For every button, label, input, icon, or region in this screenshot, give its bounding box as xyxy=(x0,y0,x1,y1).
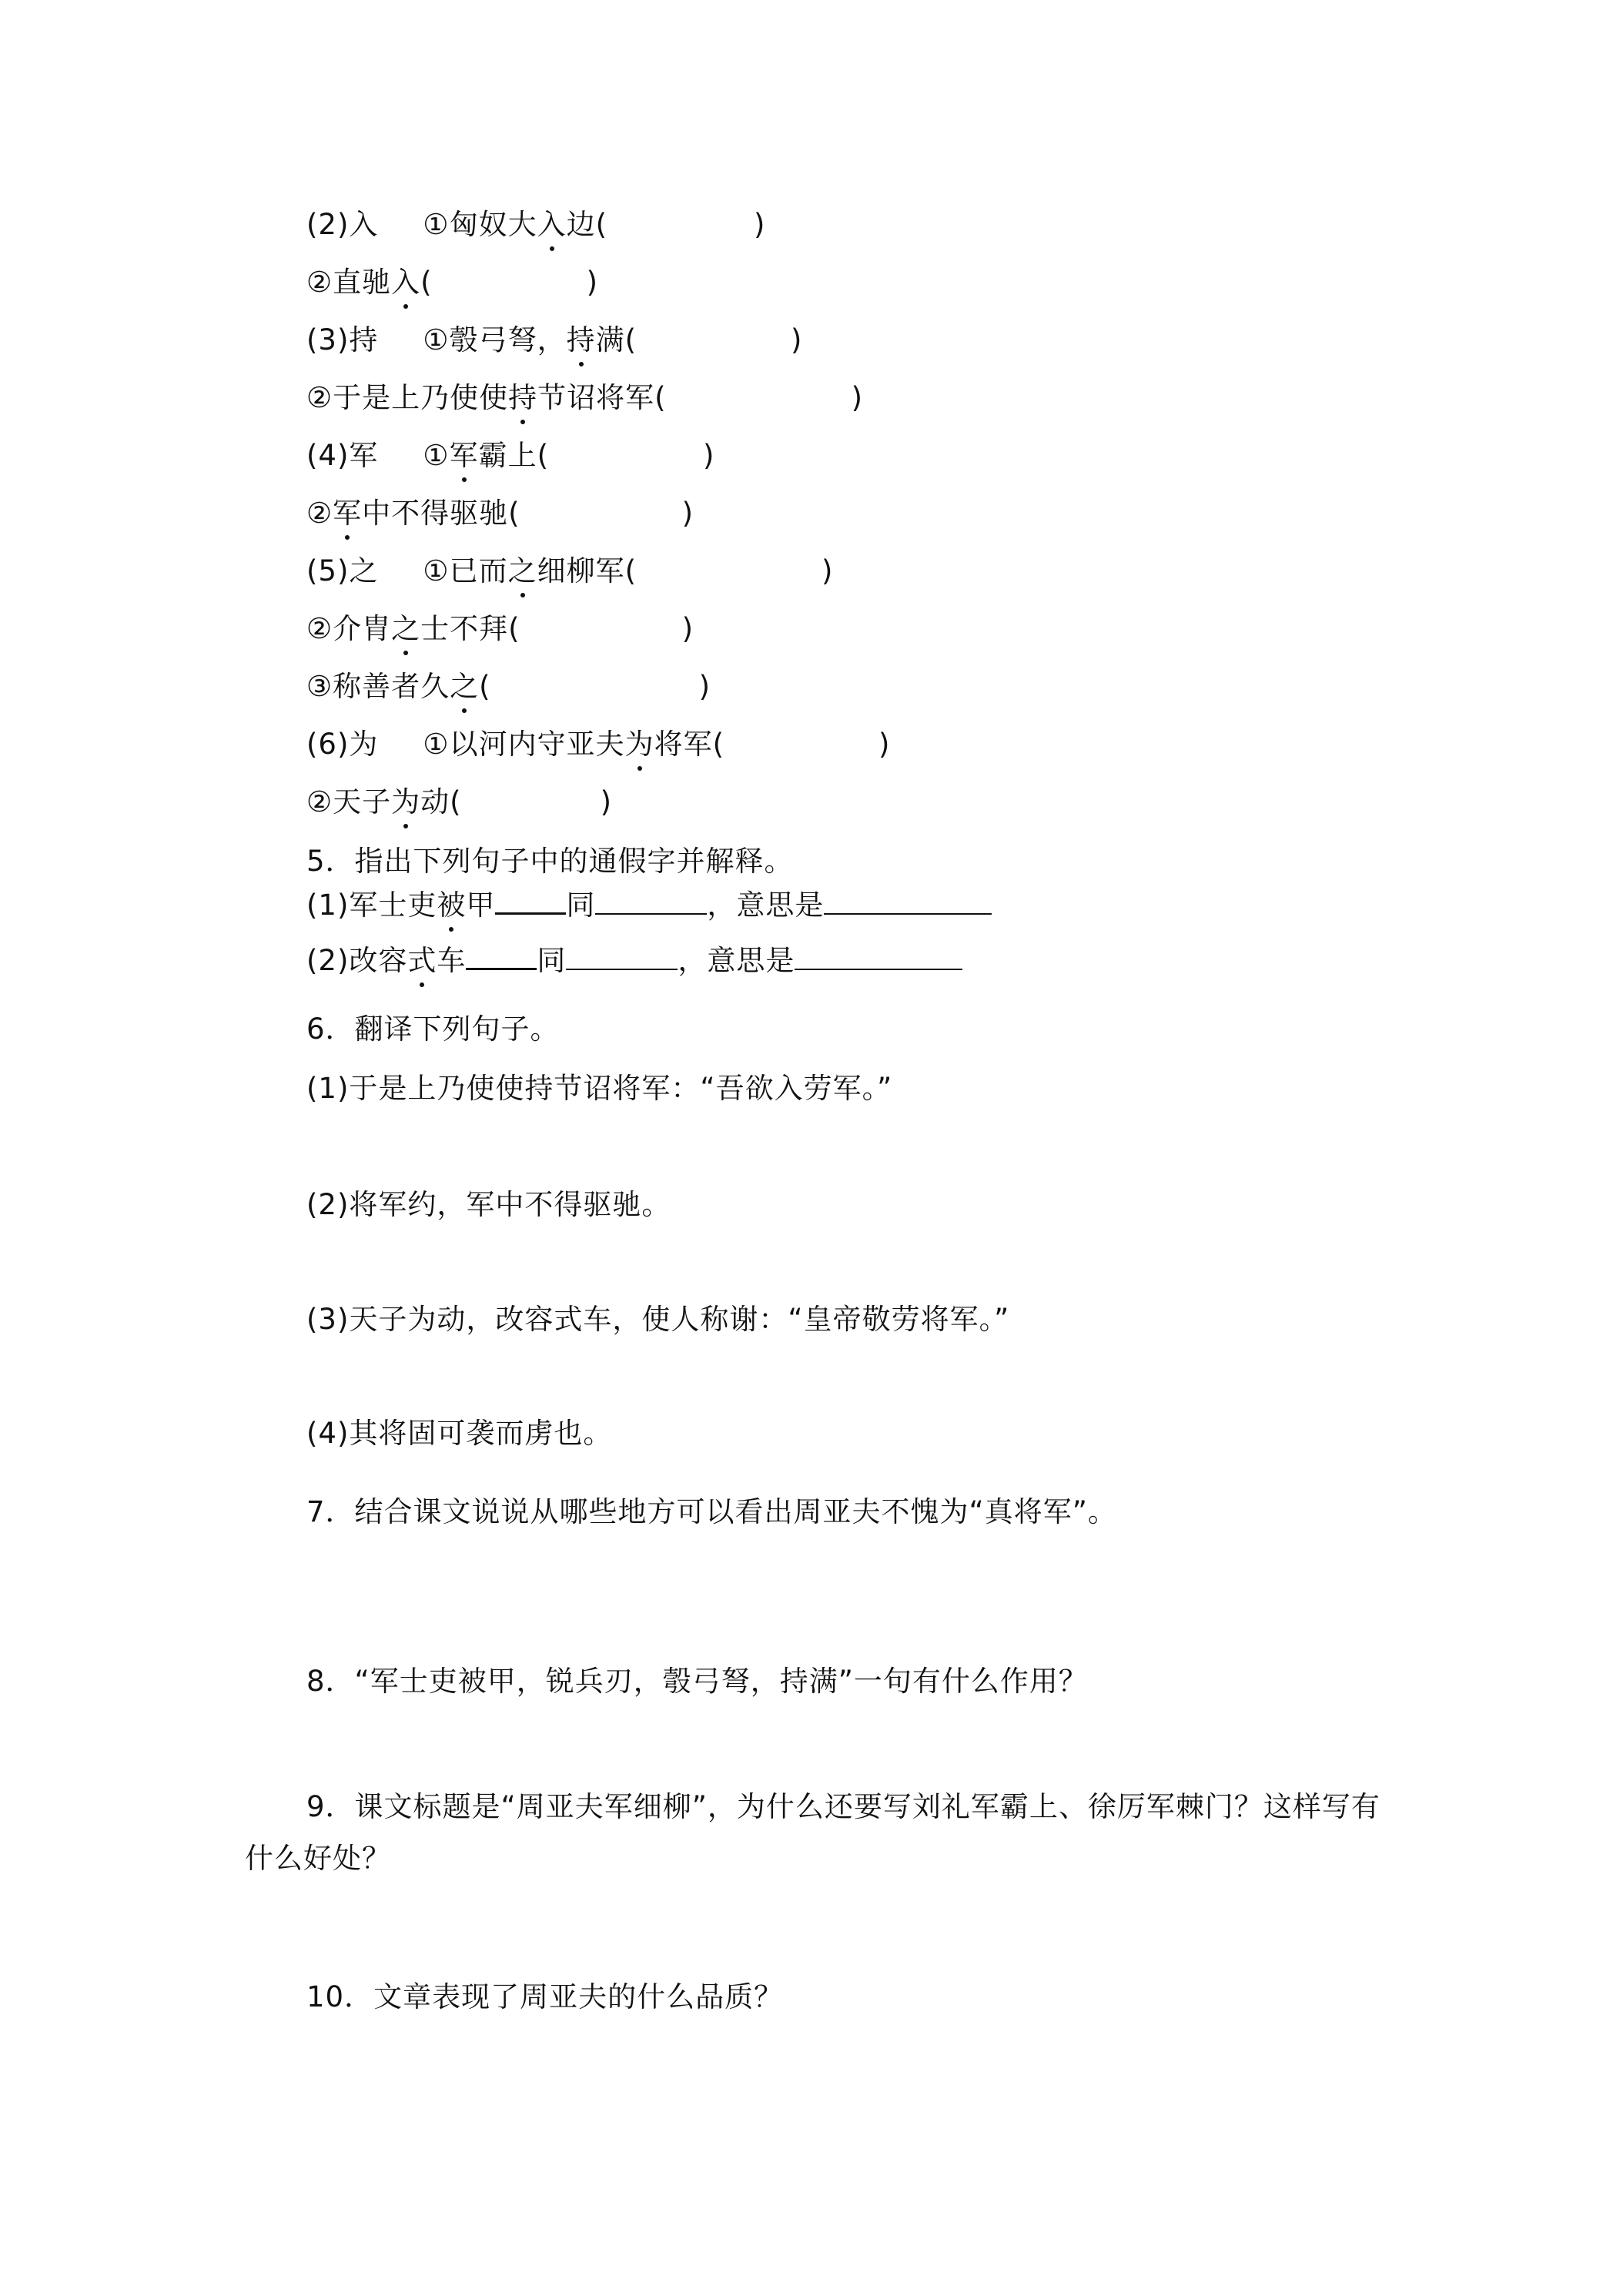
item-text: 霸上( xyxy=(478,439,550,472)
q10-question: 10．文章表现了周亚夫的什么品质？ xyxy=(306,1980,784,2013)
item-text: 天子 xyxy=(333,785,392,818)
paren-close: ) xyxy=(878,728,891,761)
item-sub: ② xyxy=(306,612,333,645)
item-sub: ② xyxy=(306,497,333,530)
emphasized-char: 入 xyxy=(537,206,567,243)
item-number: (6)为 xyxy=(306,728,379,761)
emphasized-char: 持 xyxy=(567,322,596,359)
item-text: 节诏将军( xyxy=(537,381,667,414)
item-sub: ① xyxy=(423,554,450,587)
emphasized-char: 入 xyxy=(391,264,420,301)
item-text: 匈奴大 xyxy=(449,208,537,241)
item-number: (2)入 xyxy=(306,208,379,241)
paren-close: ) xyxy=(600,785,613,818)
emphasized-char: 之 xyxy=(391,611,420,648)
q6-item-1: (1)于是上乃使使持节诏将军：“吾欲入劳军。” xyxy=(306,1072,893,1105)
q6-item-2: (2)将军约，军中不得驱驰。 xyxy=(306,1188,671,1221)
emphasized-char: 军 xyxy=(450,437,479,474)
paren-close: ) xyxy=(586,266,599,299)
fill-blank-same[interactable] xyxy=(566,946,678,970)
q4-item-2-2 xyxy=(306,264,598,301)
meaning-label: ，意思是 xyxy=(707,889,825,922)
item-text: 以河内守亚夫 xyxy=(449,728,625,761)
item-text: 动( xyxy=(420,785,462,818)
meaning-label: ，意思是 xyxy=(678,944,795,977)
emphasized-char: 之 xyxy=(508,553,537,590)
item-sub: ② xyxy=(306,381,333,414)
fill-blank-same[interactable] xyxy=(595,890,707,915)
emphasized-char: 为 xyxy=(391,784,420,821)
item-number: (3)持 xyxy=(306,323,379,356)
item-text: 中不得驱驰( xyxy=(362,497,520,530)
q5-item-2 xyxy=(306,942,962,979)
q4-item-3-2 xyxy=(306,380,863,417)
item-sub: ② xyxy=(306,785,333,818)
emphasized-char: 为 xyxy=(625,726,654,763)
q4-item-4-1 xyxy=(306,437,714,474)
paren-close: ) xyxy=(681,497,694,530)
item-sub: ③ xyxy=(306,670,333,703)
q4-item-6-1 xyxy=(306,726,890,763)
q8-question: 8．“军士吏被甲，锐兵刃，彀弓弩，持满”一句有什么作用？ xyxy=(306,1665,1088,1698)
item-text: 士不拜( xyxy=(420,612,520,645)
paren-close: ) xyxy=(681,612,694,645)
paren-close: ) xyxy=(791,323,803,356)
fill-blank-meaning[interactable] xyxy=(795,946,962,970)
q9-question-line1: 9．课文标题是“周亚夫军细柳”，为什么还要写刘礼军霸上、徐厉军棘门？这样写有 xyxy=(306,1790,1380,1823)
q6-title: 6．翻译下列句子。 xyxy=(306,1012,560,1046)
item-text: 彀弓弩， xyxy=(449,323,567,356)
emphasized-char: 之 xyxy=(450,668,479,705)
item-sub: ① xyxy=(423,208,450,241)
item-text: ( xyxy=(420,266,433,299)
item-text: 细柳军( xyxy=(537,554,637,587)
item-text: 于是上乃使使 xyxy=(333,381,509,414)
q4-item-5-2 xyxy=(306,611,694,648)
q7-question: 7．结合课文说说从哪些地方可以看出周亚夫不愧为“真将军”。 xyxy=(306,1495,1117,1528)
tong-label: 同 xyxy=(566,889,596,922)
item-text: 满( xyxy=(595,323,637,356)
paren-close: ) xyxy=(754,208,766,241)
emphasized-char: 被 xyxy=(437,887,466,924)
q5-title: 5．指出下列句子中的通假字并解释。 xyxy=(306,845,794,878)
item-text: (1)军士吏 xyxy=(306,889,437,922)
q5-item-1 xyxy=(306,887,992,924)
item-text: 将军( xyxy=(654,728,725,761)
paren-close: ) xyxy=(822,554,834,587)
item-text: 车 xyxy=(437,944,467,977)
item-sub: ① xyxy=(423,323,450,356)
fill-blank-meaning[interactable] xyxy=(824,890,992,915)
item-text: 甲 xyxy=(466,889,496,922)
q4-item-4-2 xyxy=(306,495,694,532)
item-number: (5)之 xyxy=(306,554,379,587)
q4-item-6-2 xyxy=(306,784,612,821)
q4-item-2-1 xyxy=(306,206,765,243)
item-sub: ① xyxy=(423,439,450,472)
item-text: 边( xyxy=(566,208,608,241)
item-text: 介胄 xyxy=(333,612,392,645)
item-text: ( xyxy=(479,670,491,703)
item-text: 直驰 xyxy=(333,266,392,299)
q4-item-3-1 xyxy=(306,322,802,359)
q4-item-5-1 xyxy=(306,553,833,590)
paren-close: ) xyxy=(698,670,711,703)
emphasized-char: 持 xyxy=(508,380,537,417)
tong-label: 同 xyxy=(537,944,567,977)
q4-item-5-3 xyxy=(306,668,711,705)
item-text: (2)改容 xyxy=(306,944,408,977)
fill-blank-char[interactable] xyxy=(466,945,537,970)
q6-item-3: (3)天子为动，改容式车，使人称谢：“皇帝敬劳将军。” xyxy=(306,1303,1010,1336)
fill-blank-char[interactable] xyxy=(495,889,566,915)
emphasized-char: 军 xyxy=(333,495,362,532)
q9-question-line2: 什么好处？ xyxy=(245,1842,391,1875)
item-text: 已而 xyxy=(449,554,508,587)
paren-close: ) xyxy=(703,439,715,472)
q6-item-4: (4)其将固可袭而虏也。 xyxy=(306,1417,613,1450)
item-sub: ① xyxy=(423,728,450,761)
item-number: (4)军 xyxy=(306,439,379,472)
emphasized-char: 式 xyxy=(407,942,437,979)
item-sub: ② xyxy=(306,266,333,299)
item-text: 称善者久 xyxy=(333,670,450,703)
paren-close: ) xyxy=(851,381,864,414)
